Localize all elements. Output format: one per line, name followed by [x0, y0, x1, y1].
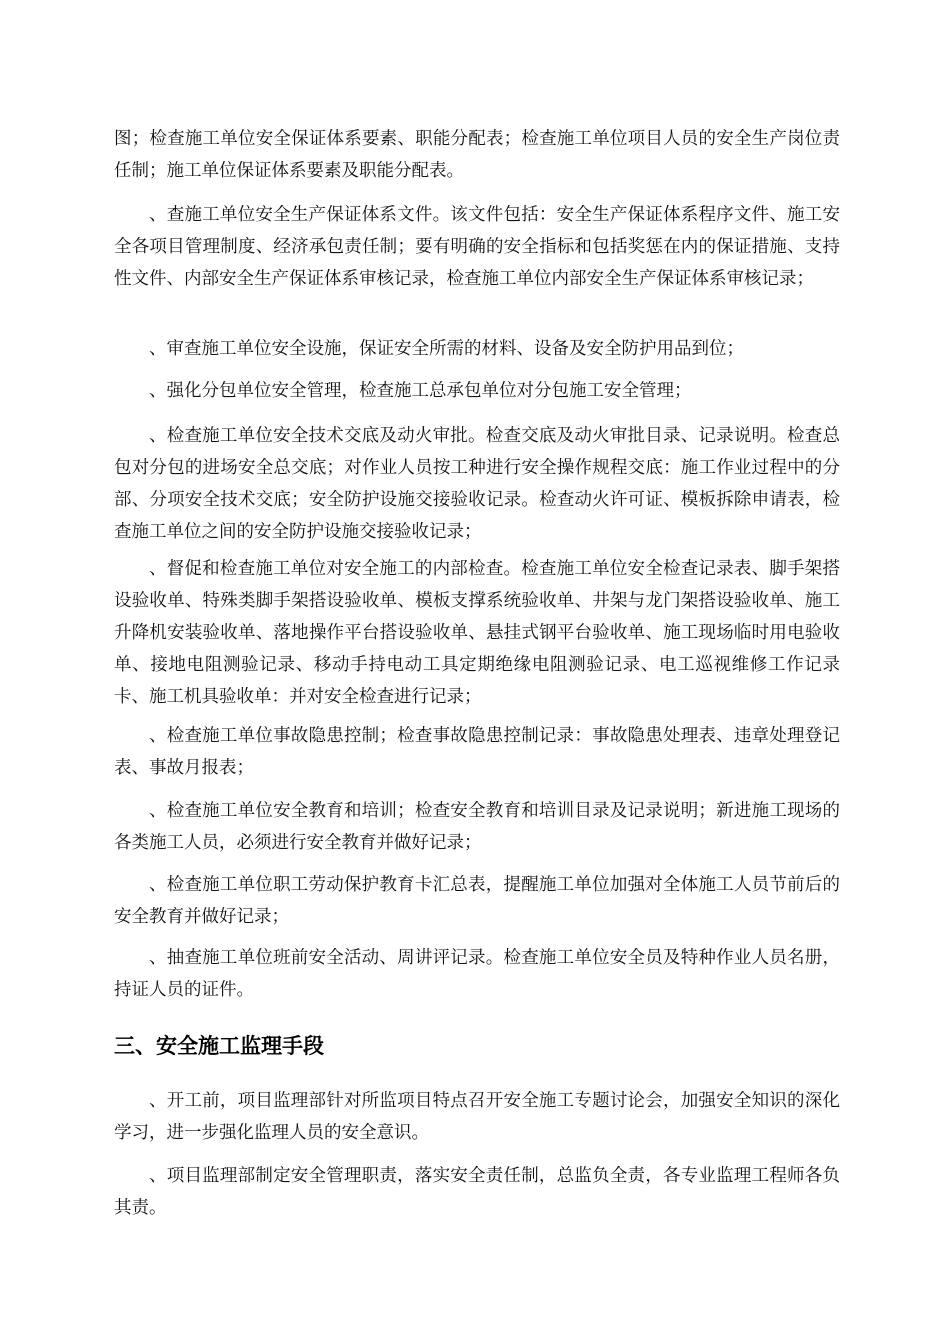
paragraph-item: 、强化分包单位安全管理，检查施工总承包单位对分包施工安全管理； — [149, 381, 692, 401]
paragraph-item: 、检查施工单位事故隐患控制；检查事故隐患控制记录：事故隐患处理表、违章处理登记表、事故月报表； — [114, 726, 840, 778]
paragraph-item: 、开工前，项目监理部针对所监项目特点召开安全施工专题讨论会，加强安全知识的深化学习，进一步强化监理人员的安全意识。 — [114, 1091, 840, 1143]
paragraph-item: 、查施工单位安全生产保证体系文件。该文件包括：安全生产保证体系程序文件、施工安全各项目管理制度、经济承包责任制；要有明确的安全指标和包括奖惩在内的保证措施、支持性文件、内部安全生产保证体系审核记录，检查施工单位内部安全生产保证体系审核记录； — [114, 205, 840, 289]
paragraph-item: 、检查施工单位安全技术交底及动火审批。检查交底及动火审批目录、记录说明。检查总包对分包的进场安全总交底；对作业人员按工种进行安全操作规程交底：施工作业过程中的分部、分项安全技术交底；安全防护设施交接验收记录。检查动火许可证、模板拆除申请表，检查施工单位之间的安全防护设施交接验收记录； — [114, 426, 840, 542]
paragraph-continuation: 图；检查施工单位安全保证体系要素、职能分配表；检查施工单位项目人员的安全生产岗位责任制；施工单位保证体系要素及职能分配表。 — [114, 129, 840, 181]
paragraph-item: 、审查施工单位安全设施，保证安全所需的材料、设备及安全防护用品到位； — [149, 339, 744, 359]
paragraph-item: 、项目监理部制定安全管理职责，落实安全责任制，总监负全责，各专业监理工程师各负其责。 — [114, 1166, 840, 1218]
paragraph-item: 、抽查施工单位班前安全活动、周讲评记录。检查施工单位安全员及特种作业人员名册，持证人员的证件。 — [114, 948, 840, 1000]
paragraph-item: 、检查施工单位安全教育和培训；检查安全教育和培训目录及记录说明；新进施工现场的各类施工人员，必须进行安全教育并做好记录； — [114, 801, 840, 853]
paragraph-item: 、督促和检查施工单位对安全施工的内部检查。检查施工单位安全检查记录表、脚手架搭设验收单、特殊类脚手架搭设验收单、模板支撑系统验收单、井架与龙门架搭设验收单、施工升降机安装验收单、落地操作平台搭设验收单、悬挂式钢平台验收单、施工现场临时用电验收单、接地电阻测验记录、移动手持电动工具定期绝缘电阻测验记录、电工巡视维修工作记录卡、施工机具验收单：并对安全检查进行记录； — [114, 559, 840, 707]
paragraph-item: 、检查施工单位职工劳动保护教育卡汇总表，提醒施工单位加强对全体施工人员节前后的安全教育并做好记录； — [114, 875, 840, 927]
section-heading: 三、安全施工监理手段 — [114, 1034, 324, 1058]
